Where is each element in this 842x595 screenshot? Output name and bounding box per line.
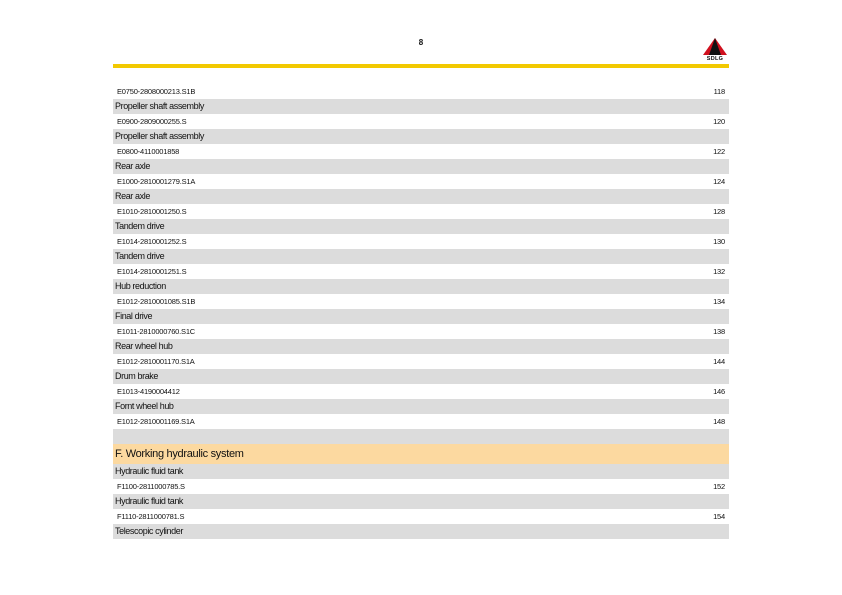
page-reference: 138 [713, 327, 725, 336]
part-number: E0800-4110001858 [117, 147, 180, 156]
toc-entry-row[interactable] [113, 479, 729, 494]
part-number: E1012-2810001169.S1A [117, 417, 195, 426]
page-reference: 124 [713, 177, 725, 186]
toc-entry-row[interactable] [113, 204, 729, 219]
entry-title: Propeller shaft assembly [115, 131, 204, 141]
part-number: E1010-2810001250.S [117, 207, 187, 216]
entry-title: Drum brake [115, 371, 159, 381]
entry-title: Hub reduction [115, 281, 166, 291]
toc-title-row [113, 99, 729, 114]
sdlg-logo [700, 37, 730, 63]
toc-entry-row[interactable] [113, 174, 729, 189]
part-number: E1000-2810001279.S1A [117, 177, 196, 186]
toc-entry-row[interactable] [113, 264, 729, 279]
toc-title-row [113, 339, 729, 354]
page-reference: 144 [713, 357, 725, 366]
toc-entry-row[interactable] [113, 84, 729, 99]
toc-entry-row[interactable] [113, 324, 729, 339]
entry-title: Tandem drive [115, 251, 165, 261]
part-number: E1012-2810001085.S1B [117, 297, 196, 306]
page-reference: 122 [713, 147, 725, 156]
toc-entry-row[interactable] [113, 114, 729, 129]
page-reference: 118 [713, 87, 725, 96]
toc-title-row [113, 279, 729, 294]
page-reference: 152 [713, 482, 725, 491]
entry-title: Rear axle [115, 191, 150, 201]
page-reference: 120 [713, 117, 725, 126]
toc-entry-row[interactable] [113, 414, 729, 429]
toc-title-row [113, 494, 729, 509]
part-number: E1012-2810001170.S1A [117, 357, 195, 366]
toc-spacer-row [113, 429, 729, 444]
toc-title-row [113, 249, 729, 264]
part-number: E1014-2810001251.S [117, 267, 187, 276]
page-reference: 128 [713, 207, 725, 216]
page-reference: 148 [713, 417, 725, 426]
entry-title: Rear wheel hub [115, 341, 173, 351]
entry-title: Tandem drive [115, 221, 165, 231]
logo-text: SDLG [706, 56, 724, 62]
toc-title-row [113, 219, 729, 234]
toc-entry-row[interactable] [113, 384, 729, 399]
toc-title-row [113, 309, 729, 324]
toc-title-row [113, 189, 729, 204]
table-of-contents [113, 84, 729, 539]
entry-title: Fornt wheel hub [115, 401, 174, 411]
part-number: E0900-2809000255.S [117, 117, 187, 126]
part-number: E1014-2810001252.S [117, 237, 187, 246]
toc-title-row [113, 159, 729, 174]
entry-title: Telescopic cylinder [115, 526, 183, 536]
toc-title-row [113, 369, 729, 384]
part-number: F1110-2811000781.S [117, 512, 185, 521]
page-reference: 146 [713, 387, 725, 396]
page-reference: 134 [713, 297, 725, 306]
entry-title: Propeller shaft assembly [115, 101, 204, 111]
toc-entry-row[interactable] [113, 509, 729, 524]
toc-title-row [113, 524, 729, 539]
entry-title: Final drive [115, 311, 153, 321]
entry-title: F. Working hydraulic system [115, 448, 244, 460]
toc-title-row [113, 399, 729, 414]
toc-title-row [113, 129, 729, 144]
page-reference: 154 [713, 512, 725, 521]
toc-entry-row[interactable] [113, 234, 729, 249]
page-reference: 130 [713, 237, 725, 246]
toc-entry-row[interactable] [113, 294, 729, 309]
header-rule [113, 64, 729, 68]
part-number: E1013-4190004412 [117, 387, 180, 396]
triangle-logo-icon [700, 37, 730, 57]
toc-title-row [113, 464, 729, 479]
part-number: F1100-2811000785.S [117, 482, 185, 491]
page-number: 8 [418, 38, 424, 47]
toc-entry-row[interactable] [113, 144, 729, 159]
part-number: E0750-2808000213.S1B [117, 87, 196, 96]
entry-title: Hydraulic fluid tank [115, 466, 184, 476]
entry-title: Rear axle [115, 161, 150, 171]
part-number: E1011-2810000760.S1C [117, 327, 196, 336]
section-heading [113, 444, 729, 464]
page-reference: 132 [713, 267, 725, 276]
entry-title: Hydraulic fluid tank [115, 496, 184, 506]
toc-entry-row[interactable] [113, 354, 729, 369]
